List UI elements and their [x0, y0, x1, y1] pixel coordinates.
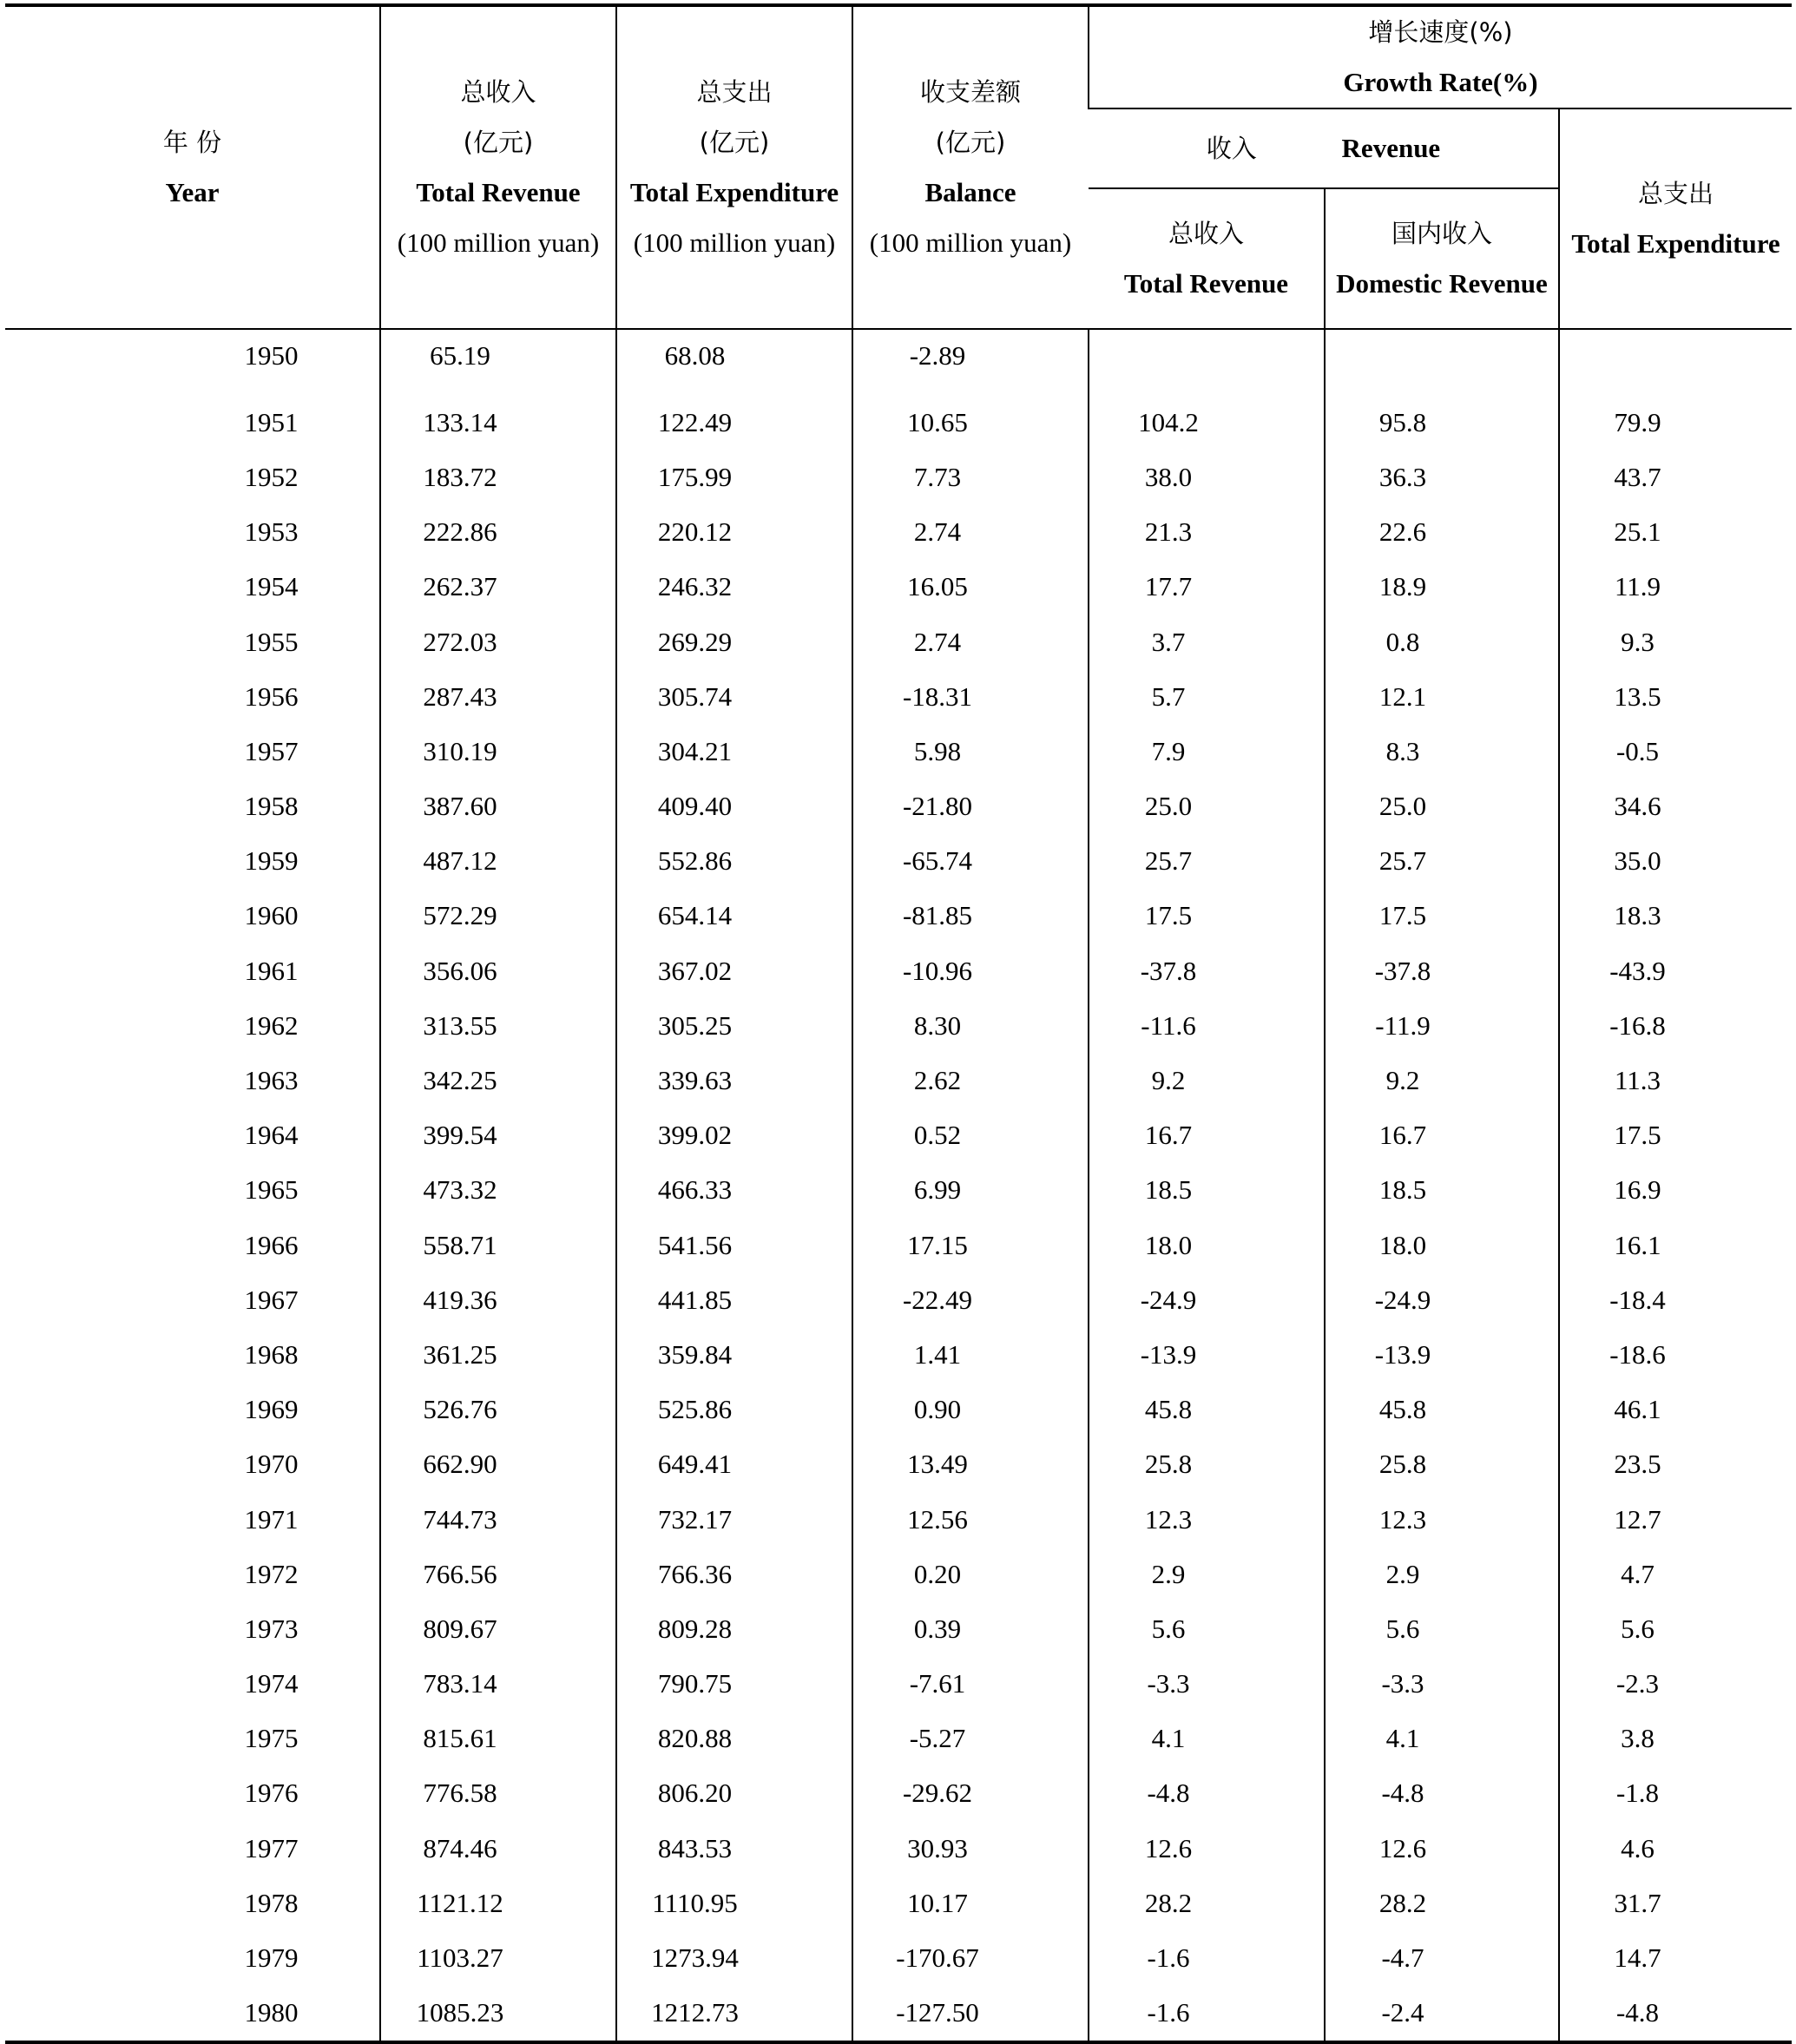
cell-balance: -29.62 [852, 1766, 1089, 1821]
cell-growth-total-revenue: -1.6 [1089, 1930, 1325, 1985]
cell-growth-domestic-revenue: 25.8 [1325, 1437, 1559, 1492]
header-gr-domestic-revenue-cn: 国内收入 [1391, 219, 1492, 248]
cell-total-expenditure: 654.14 [616, 889, 852, 943]
header-revenue-group-en: Revenue [1341, 133, 1441, 163]
header-year-cn: 年 份 [162, 128, 222, 157]
cell-growth-domestic-revenue: 36.3 [1325, 450, 1559, 504]
cell-balance: 30.93 [852, 1821, 1089, 1876]
cell-total-revenue: 1103.27 [380, 1930, 616, 1985]
table-row [5, 615, 1792, 669]
cell-total-revenue: 342.25 [380, 1053, 616, 1107]
cell-year: 1957 [244, 735, 299, 766]
cell-total-expenditure: 220.12 [616, 505, 852, 560]
cell-balance: 2.74 [852, 615, 1089, 669]
cell-total-revenue: 399.54 [380, 1108, 616, 1163]
cell-year: 1972 [244, 1558, 299, 1589]
header-year [5, 5, 380, 329]
cell-total-revenue: 1085.23 [380, 1986, 616, 2042]
cell-year: 1951 [244, 406, 299, 437]
cell-year: 1954 [244, 571, 299, 602]
cell-growth-total-revenue: -37.8 [1089, 943, 1325, 998]
cell-total-revenue: 766.56 [380, 1547, 616, 1601]
cell-year: 1980 [244, 1997, 299, 2028]
cell-balance: 1.41 [852, 1327, 1089, 1382]
cell-year: 1963 [244, 1065, 299, 1096]
table-row [5, 1327, 1792, 1382]
cell-growth-total-revenue: 16.7 [1089, 1108, 1325, 1163]
header-total-revenue-cn: 总收入 [460, 77, 536, 107]
cell-balance: 0.20 [852, 1547, 1089, 1601]
table-row [5, 1821, 1792, 1876]
table-row [5, 1766, 1792, 1821]
cell-growth-domestic-revenue: 18.5 [1325, 1163, 1559, 1218]
cell-balance: -127.50 [852, 1986, 1089, 2042]
cell-year: 1960 [244, 900, 299, 931]
cell-total-revenue: 272.03 [380, 615, 616, 669]
table-row [5, 1272, 1792, 1327]
cell-growth-total-expenditure: -16.8 [1559, 998, 1792, 1053]
table-row [5, 450, 1792, 504]
header-gr-domestic-revenue [1325, 188, 1559, 329]
cell-year: 1979 [244, 1942, 299, 1974]
cell-year: 1955 [244, 626, 299, 657]
cell-year: 1966 [244, 1229, 299, 1260]
table-row [5, 505, 1792, 560]
cell-growth-total-expenditure: 23.5 [1559, 1437, 1792, 1492]
cell-growth-total-expenditure: 14.7 [1559, 1930, 1792, 1985]
cell-growth-domestic-revenue: 17.5 [1325, 889, 1559, 943]
header-gr-domestic-revenue-en: Domestic Revenue [1336, 268, 1548, 299]
cell-growth-domestic-revenue: 28.2 [1325, 1876, 1559, 1930]
fiscal-table-page [5, 3, 1792, 2044]
cell-balance: 5.98 [852, 724, 1089, 779]
cell-balance: -65.74 [852, 834, 1089, 889]
header-balance-cn: 收支差额 [919, 77, 1021, 107]
header-revenue-group [1089, 108, 1559, 188]
cell-growth-total-revenue: -1.6 [1089, 1986, 1325, 2042]
cell-growth-total-expenditure: -1.8 [1559, 1766, 1792, 1821]
cell-balance: 12.56 [852, 1492, 1089, 1547]
header-balance-unit-en: (100 million yuan) [869, 227, 1072, 258]
cell-total-expenditure: 541.56 [616, 1218, 852, 1272]
cell-year: 1952 [244, 461, 299, 492]
cell-growth-domestic-revenue: -4.8 [1325, 1766, 1559, 1821]
cell-growth-total-revenue: 18.5 [1089, 1163, 1325, 1218]
cell-growth-total-revenue: 38.0 [1089, 450, 1325, 504]
header-growth-rate [1089, 5, 1792, 108]
cell-growth-domestic-revenue: 18.9 [1325, 560, 1559, 615]
fiscal-revenue-expenditure-table [5, 3, 1792, 2044]
cell-growth-total-expenditure: 13.5 [1559, 669, 1792, 724]
header-gr-total-revenue-en: Total Revenue [1123, 268, 1289, 299]
cell-year: 1969 [244, 1394, 299, 1425]
cell-total-expenditure: 246.32 [616, 560, 852, 615]
cell-year: 1968 [244, 1338, 299, 1370]
cell-total-expenditure: 441.85 [616, 1272, 852, 1327]
header-total-expenditure [616, 5, 852, 329]
table-row [5, 1986, 1792, 2042]
cell-total-expenditure: 305.25 [616, 998, 852, 1053]
cell-growth-total-expenditure: -18.4 [1559, 1272, 1792, 1327]
cell-total-revenue: 526.76 [380, 1383, 616, 1437]
table-body [5, 329, 1792, 2042]
cell-growth-total-expenditure: 11.3 [1559, 1053, 1792, 1107]
cell-growth-domestic-revenue: 12.6 [1325, 1821, 1559, 1876]
cell-total-expenditure: 1212.73 [616, 1986, 852, 2042]
cell-growth-total-revenue: 17.5 [1089, 889, 1325, 943]
cell-growth-domestic-revenue: -3.3 [1325, 1657, 1559, 1712]
cell-year: 1959 [244, 845, 299, 877]
table-row [5, 1053, 1792, 1107]
cell-total-expenditure: 466.33 [616, 1163, 852, 1218]
cell-total-revenue: 310.19 [380, 724, 616, 779]
header-revenue-group-cn: 收入 [1206, 134, 1257, 163]
cell-growth-total-expenditure: 11.9 [1559, 560, 1792, 615]
cell-growth-domestic-revenue: 25.7 [1325, 834, 1559, 889]
header-total-revenue-unit-en: (100 million yuan) [397, 227, 600, 258]
table-row [5, 560, 1792, 615]
cell-growth-total-revenue: 45.8 [1089, 1383, 1325, 1437]
cell-growth-total-expenditure: -4.8 [1559, 1986, 1792, 2042]
cell-growth-total-revenue: -4.8 [1089, 1766, 1325, 1821]
cell-balance: -81.85 [852, 889, 1089, 943]
cell-growth-total-revenue: 17.7 [1089, 560, 1325, 615]
cell-total-revenue: 744.73 [380, 1492, 616, 1547]
header-year-en: Year [165, 177, 220, 207]
cell-growth-total-revenue: 28.2 [1089, 1876, 1325, 1930]
cell-balance: 0.39 [852, 1601, 1089, 1656]
cell-total-expenditure: 806.20 [616, 1766, 852, 1821]
cell-balance: -2.89 [852, 329, 1089, 395]
header-growth-rate-en: Growth Rate(%) [1343, 67, 1538, 97]
cell-total-revenue: 874.46 [380, 1821, 616, 1876]
cell-total-expenditure: 367.02 [616, 943, 852, 998]
cell-total-revenue: 473.32 [380, 1163, 616, 1218]
cell-growth-domestic-revenue: 12.1 [1325, 669, 1559, 724]
cell-growth-domestic-revenue: 2.9 [1325, 1547, 1559, 1601]
header-total-revenue-unit-cn: (亿元) [463, 128, 534, 157]
cell-year: 1965 [244, 1174, 299, 1206]
table-row [5, 1383, 1792, 1437]
cell-year: 1971 [244, 1503, 299, 1535]
cell-growth-total-expenditure: -18.6 [1559, 1327, 1792, 1382]
cell-growth-total-revenue: 25.0 [1089, 779, 1325, 834]
cell-year: 1975 [244, 1723, 299, 1754]
cell-growth-total-revenue: 18.0 [1089, 1218, 1325, 1272]
header-total-expenditure-en: Total Expenditure [629, 177, 839, 207]
cell-total-expenditure: 766.36 [616, 1547, 852, 1601]
cell-growth-total-revenue [1089, 329, 1325, 395]
cell-total-revenue: 222.86 [380, 505, 616, 560]
cell-growth-total-revenue: 12.6 [1089, 1821, 1325, 1876]
table-row [5, 998, 1792, 1053]
cell-total-revenue: 815.61 [380, 1712, 616, 1766]
header-total-expenditure-cn: 总支出 [696, 77, 773, 107]
cell-growth-domestic-revenue: 8.3 [1325, 724, 1559, 779]
header-total-expenditure-unit-cn: (亿元) [699, 128, 770, 157]
cell-growth-total-revenue: -13.9 [1089, 1327, 1325, 1382]
cell-total-expenditure: 790.75 [616, 1657, 852, 1712]
cell-total-expenditure: 269.29 [616, 615, 852, 669]
header-balance-en: Balance [924, 177, 1016, 207]
cell-year: 1978 [244, 1887, 299, 1918]
cell-balance: 0.90 [852, 1383, 1089, 1437]
cell-year: 1962 [244, 1009, 299, 1041]
cell-growth-total-revenue: 25.8 [1089, 1437, 1325, 1492]
cell-balance: -18.31 [852, 669, 1089, 724]
cell-year: 1964 [244, 1120, 299, 1151]
cell-growth-total-revenue: -11.6 [1089, 998, 1325, 1053]
cell-balance: -22.49 [852, 1272, 1089, 1327]
cell-total-revenue: 809.67 [380, 1601, 616, 1656]
cell-total-revenue: 572.29 [380, 889, 616, 943]
table-row [5, 779, 1792, 834]
cell-total-expenditure: 649.41 [616, 1437, 852, 1492]
cell-total-expenditure: 1273.94 [616, 1930, 852, 1985]
cell-growth-total-expenditure: 4.6 [1559, 1821, 1792, 1876]
cell-growth-domestic-revenue: 5.6 [1325, 1601, 1559, 1656]
cell-growth-domestic-revenue: -4.7 [1325, 1930, 1559, 1985]
cell-growth-domestic-revenue: 16.7 [1325, 1108, 1559, 1163]
header-balance [852, 5, 1089, 329]
cell-growth-total-revenue: 25.7 [1089, 834, 1325, 889]
cell-growth-total-revenue: -3.3 [1089, 1657, 1325, 1712]
cell-growth-total-revenue: 5.6 [1089, 1601, 1325, 1656]
header-gr-total-expenditure [1559, 108, 1792, 329]
cell-balance: 8.30 [852, 998, 1089, 1053]
cell-total-revenue: 133.14 [380, 395, 616, 450]
header-gr-total-expenditure-en: Total Expenditure [1571, 228, 1780, 259]
table-row [5, 1492, 1792, 1547]
cell-balance: 10.17 [852, 1876, 1089, 1930]
header-gr-total-expenditure-cn: 总支出 [1637, 179, 1714, 208]
cell-balance: 0.52 [852, 1108, 1089, 1163]
cell-year: 1967 [244, 1284, 299, 1315]
cell-growth-total-expenditure: -0.5 [1559, 724, 1792, 779]
cell-year: 1956 [244, 680, 299, 712]
cell-growth-domestic-revenue: 22.6 [1325, 505, 1559, 560]
cell-balance: -7.61 [852, 1657, 1089, 1712]
cell-total-expenditure: 552.86 [616, 834, 852, 889]
cell-growth-total-expenditure: 17.5 [1559, 1108, 1792, 1163]
table-row [5, 1930, 1792, 1985]
cell-total-revenue: 387.60 [380, 779, 616, 834]
cell-growth-domestic-revenue: -37.8 [1325, 943, 1559, 998]
cell-growth-total-revenue: 12.3 [1089, 1492, 1325, 1547]
table-row [5, 724, 1792, 779]
table-row [5, 1163, 1792, 1218]
table-row [5, 1218, 1792, 1272]
cell-year: 1970 [244, 1449, 299, 1480]
cell-growth-total-revenue: 9.2 [1089, 1053, 1325, 1107]
cell-total-revenue: 419.36 [380, 1272, 616, 1327]
cell-growth-total-expenditure: 16.9 [1559, 1163, 1792, 1218]
cell-growth-domestic-revenue: 45.8 [1325, 1383, 1559, 1437]
cell-total-expenditure: 732.17 [616, 1492, 852, 1547]
cell-balance: -10.96 [852, 943, 1089, 998]
table-row [5, 1108, 1792, 1163]
cell-growth-domestic-revenue: 4.1 [1325, 1712, 1559, 1766]
cell-total-expenditure: 68.08 [616, 329, 852, 395]
cell-growth-domestic-revenue: 0.8 [1325, 615, 1559, 669]
cell-growth-domestic-revenue: -2.4 [1325, 1986, 1559, 2042]
cell-growth-total-revenue: 104.2 [1089, 395, 1325, 450]
table-row [5, 395, 1792, 450]
cell-growth-total-expenditure: 43.7 [1559, 450, 1792, 504]
cell-growth-total-expenditure: 46.1 [1559, 1383, 1792, 1437]
table-row [5, 834, 1792, 889]
cell-growth-domestic-revenue: 12.3 [1325, 1492, 1559, 1547]
cell-total-revenue: 487.12 [380, 834, 616, 889]
table-header [5, 5, 1792, 329]
cell-growth-total-expenditure: 9.3 [1559, 615, 1792, 669]
cell-total-revenue: 1121.12 [380, 1876, 616, 1930]
cell-growth-total-expenditure: 5.6 [1559, 1601, 1792, 1656]
table-row [5, 889, 1792, 943]
cell-growth-total-expenditure: 34.6 [1559, 779, 1792, 834]
header-gr-total-revenue-cn: 总收入 [1168, 219, 1244, 248]
cell-balance: 7.73 [852, 450, 1089, 504]
cell-total-expenditure: 820.88 [616, 1712, 852, 1766]
cell-growth-total-revenue: 21.3 [1089, 505, 1325, 560]
cell-year: 1958 [244, 791, 299, 822]
cell-growth-total-expenditure [1559, 329, 1792, 395]
cell-growth-total-revenue: 5.7 [1089, 669, 1325, 724]
header-total-expenditure-unit-en: (100 million yuan) [633, 227, 836, 258]
table-row [5, 669, 1792, 724]
cell-growth-total-expenditure: 25.1 [1559, 505, 1792, 560]
cell-year: 1977 [244, 1832, 299, 1863]
cell-growth-domestic-revenue: 18.0 [1325, 1218, 1559, 1272]
header-total-revenue [380, 5, 616, 329]
cell-total-expenditure: 304.21 [616, 724, 852, 779]
cell-growth-total-expenditure: 79.9 [1559, 395, 1792, 450]
cell-growth-total-revenue: -24.9 [1089, 1272, 1325, 1327]
cell-year: 1973 [244, 1613, 299, 1644]
cell-balance: -5.27 [852, 1712, 1089, 1766]
cell-growth-total-revenue: 3.7 [1089, 615, 1325, 669]
cell-balance: 16.05 [852, 560, 1089, 615]
cell-growth-domestic-revenue: 95.8 [1325, 395, 1559, 450]
table-row [5, 329, 1792, 395]
table-row [5, 1657, 1792, 1712]
cell-year: 1950 [244, 340, 299, 371]
cell-growth-total-expenditure: -2.3 [1559, 1657, 1792, 1712]
table-row [5, 1712, 1792, 1766]
cell-total-revenue: 776.58 [380, 1766, 616, 1821]
cell-year: 1974 [244, 1668, 299, 1699]
cell-growth-total-expenditure: 18.3 [1559, 889, 1792, 943]
cell-year: 1953 [244, 516, 299, 548]
cell-growth-total-expenditure: 4.7 [1559, 1547, 1792, 1601]
table-row [5, 943, 1792, 998]
cell-total-expenditure: 305.74 [616, 669, 852, 724]
cell-balance: -170.67 [852, 1930, 1089, 1985]
cell-total-expenditure: 525.86 [616, 1383, 852, 1437]
cell-balance: -21.80 [852, 779, 1089, 834]
cell-total-revenue: 356.06 [380, 943, 616, 998]
cell-growth-total-expenditure: 12.7 [1559, 1492, 1792, 1547]
header-growth-rate-cn: 增长速度(%) [1368, 17, 1513, 47]
table-row [5, 1601, 1792, 1656]
cell-growth-domestic-revenue: -11.9 [1325, 998, 1559, 1053]
cell-total-revenue: 183.72 [380, 450, 616, 504]
table-row [5, 1876, 1792, 1930]
cell-growth-total-revenue: 7.9 [1089, 724, 1325, 779]
cell-total-expenditure: 843.53 [616, 1821, 852, 1876]
cell-growth-total-expenditure: 35.0 [1559, 834, 1792, 889]
cell-balance: 2.62 [852, 1053, 1089, 1107]
cell-growth-total-expenditure: 3.8 [1559, 1712, 1792, 1766]
cell-total-expenditure: 409.40 [616, 779, 852, 834]
cell-year: 1976 [244, 1778, 299, 1809]
cell-balance: 13.49 [852, 1437, 1089, 1492]
cell-balance: 2.74 [852, 505, 1089, 560]
cell-growth-total-expenditure: -43.9 [1559, 943, 1792, 998]
cell-total-revenue: 262.37 [380, 560, 616, 615]
table-row [5, 1547, 1792, 1601]
cell-balance: 10.65 [852, 395, 1089, 450]
cell-growth-domestic-revenue: 25.0 [1325, 779, 1559, 834]
cell-total-revenue: 313.55 [380, 998, 616, 1053]
cell-growth-total-revenue: 2.9 [1089, 1547, 1325, 1601]
cell-total-expenditure: 339.63 [616, 1053, 852, 1107]
cell-growth-total-expenditure: 31.7 [1559, 1876, 1792, 1930]
header-total-revenue-en: Total Revenue [416, 177, 581, 207]
cell-total-expenditure: 399.02 [616, 1108, 852, 1163]
cell-year: 1961 [244, 955, 299, 986]
header-gr-total-revenue [1089, 188, 1325, 329]
cell-total-revenue: 361.25 [380, 1327, 616, 1382]
table-row [5, 1437, 1792, 1492]
cell-growth-domestic-revenue: -24.9 [1325, 1272, 1559, 1327]
cell-total-revenue: 662.90 [380, 1437, 616, 1492]
cell-growth-domestic-revenue: -13.9 [1325, 1327, 1559, 1382]
cell-growth-total-revenue: 4.1 [1089, 1712, 1325, 1766]
cell-total-expenditure: 1110.95 [616, 1876, 852, 1930]
cell-growth-domestic-revenue [1325, 329, 1559, 395]
cell-total-revenue: 65.19 [380, 329, 616, 395]
cell-total-expenditure: 175.99 [616, 450, 852, 504]
cell-total-revenue: 287.43 [380, 669, 616, 724]
cell-total-expenditure: 359.84 [616, 1327, 852, 1382]
cell-total-revenue: 783.14 [380, 1657, 616, 1712]
cell-total-revenue: 558.71 [380, 1218, 616, 1272]
cell-balance: 6.99 [852, 1163, 1089, 1218]
cell-growth-domestic-revenue: 9.2 [1325, 1053, 1559, 1107]
cell-growth-total-expenditure: 16.1 [1559, 1218, 1792, 1272]
cell-total-expenditure: 809.28 [616, 1601, 852, 1656]
cell-total-expenditure: 122.49 [616, 395, 852, 450]
header-balance-unit-cn: (亿元) [935, 128, 1006, 157]
cell-balance: 17.15 [852, 1218, 1089, 1272]
